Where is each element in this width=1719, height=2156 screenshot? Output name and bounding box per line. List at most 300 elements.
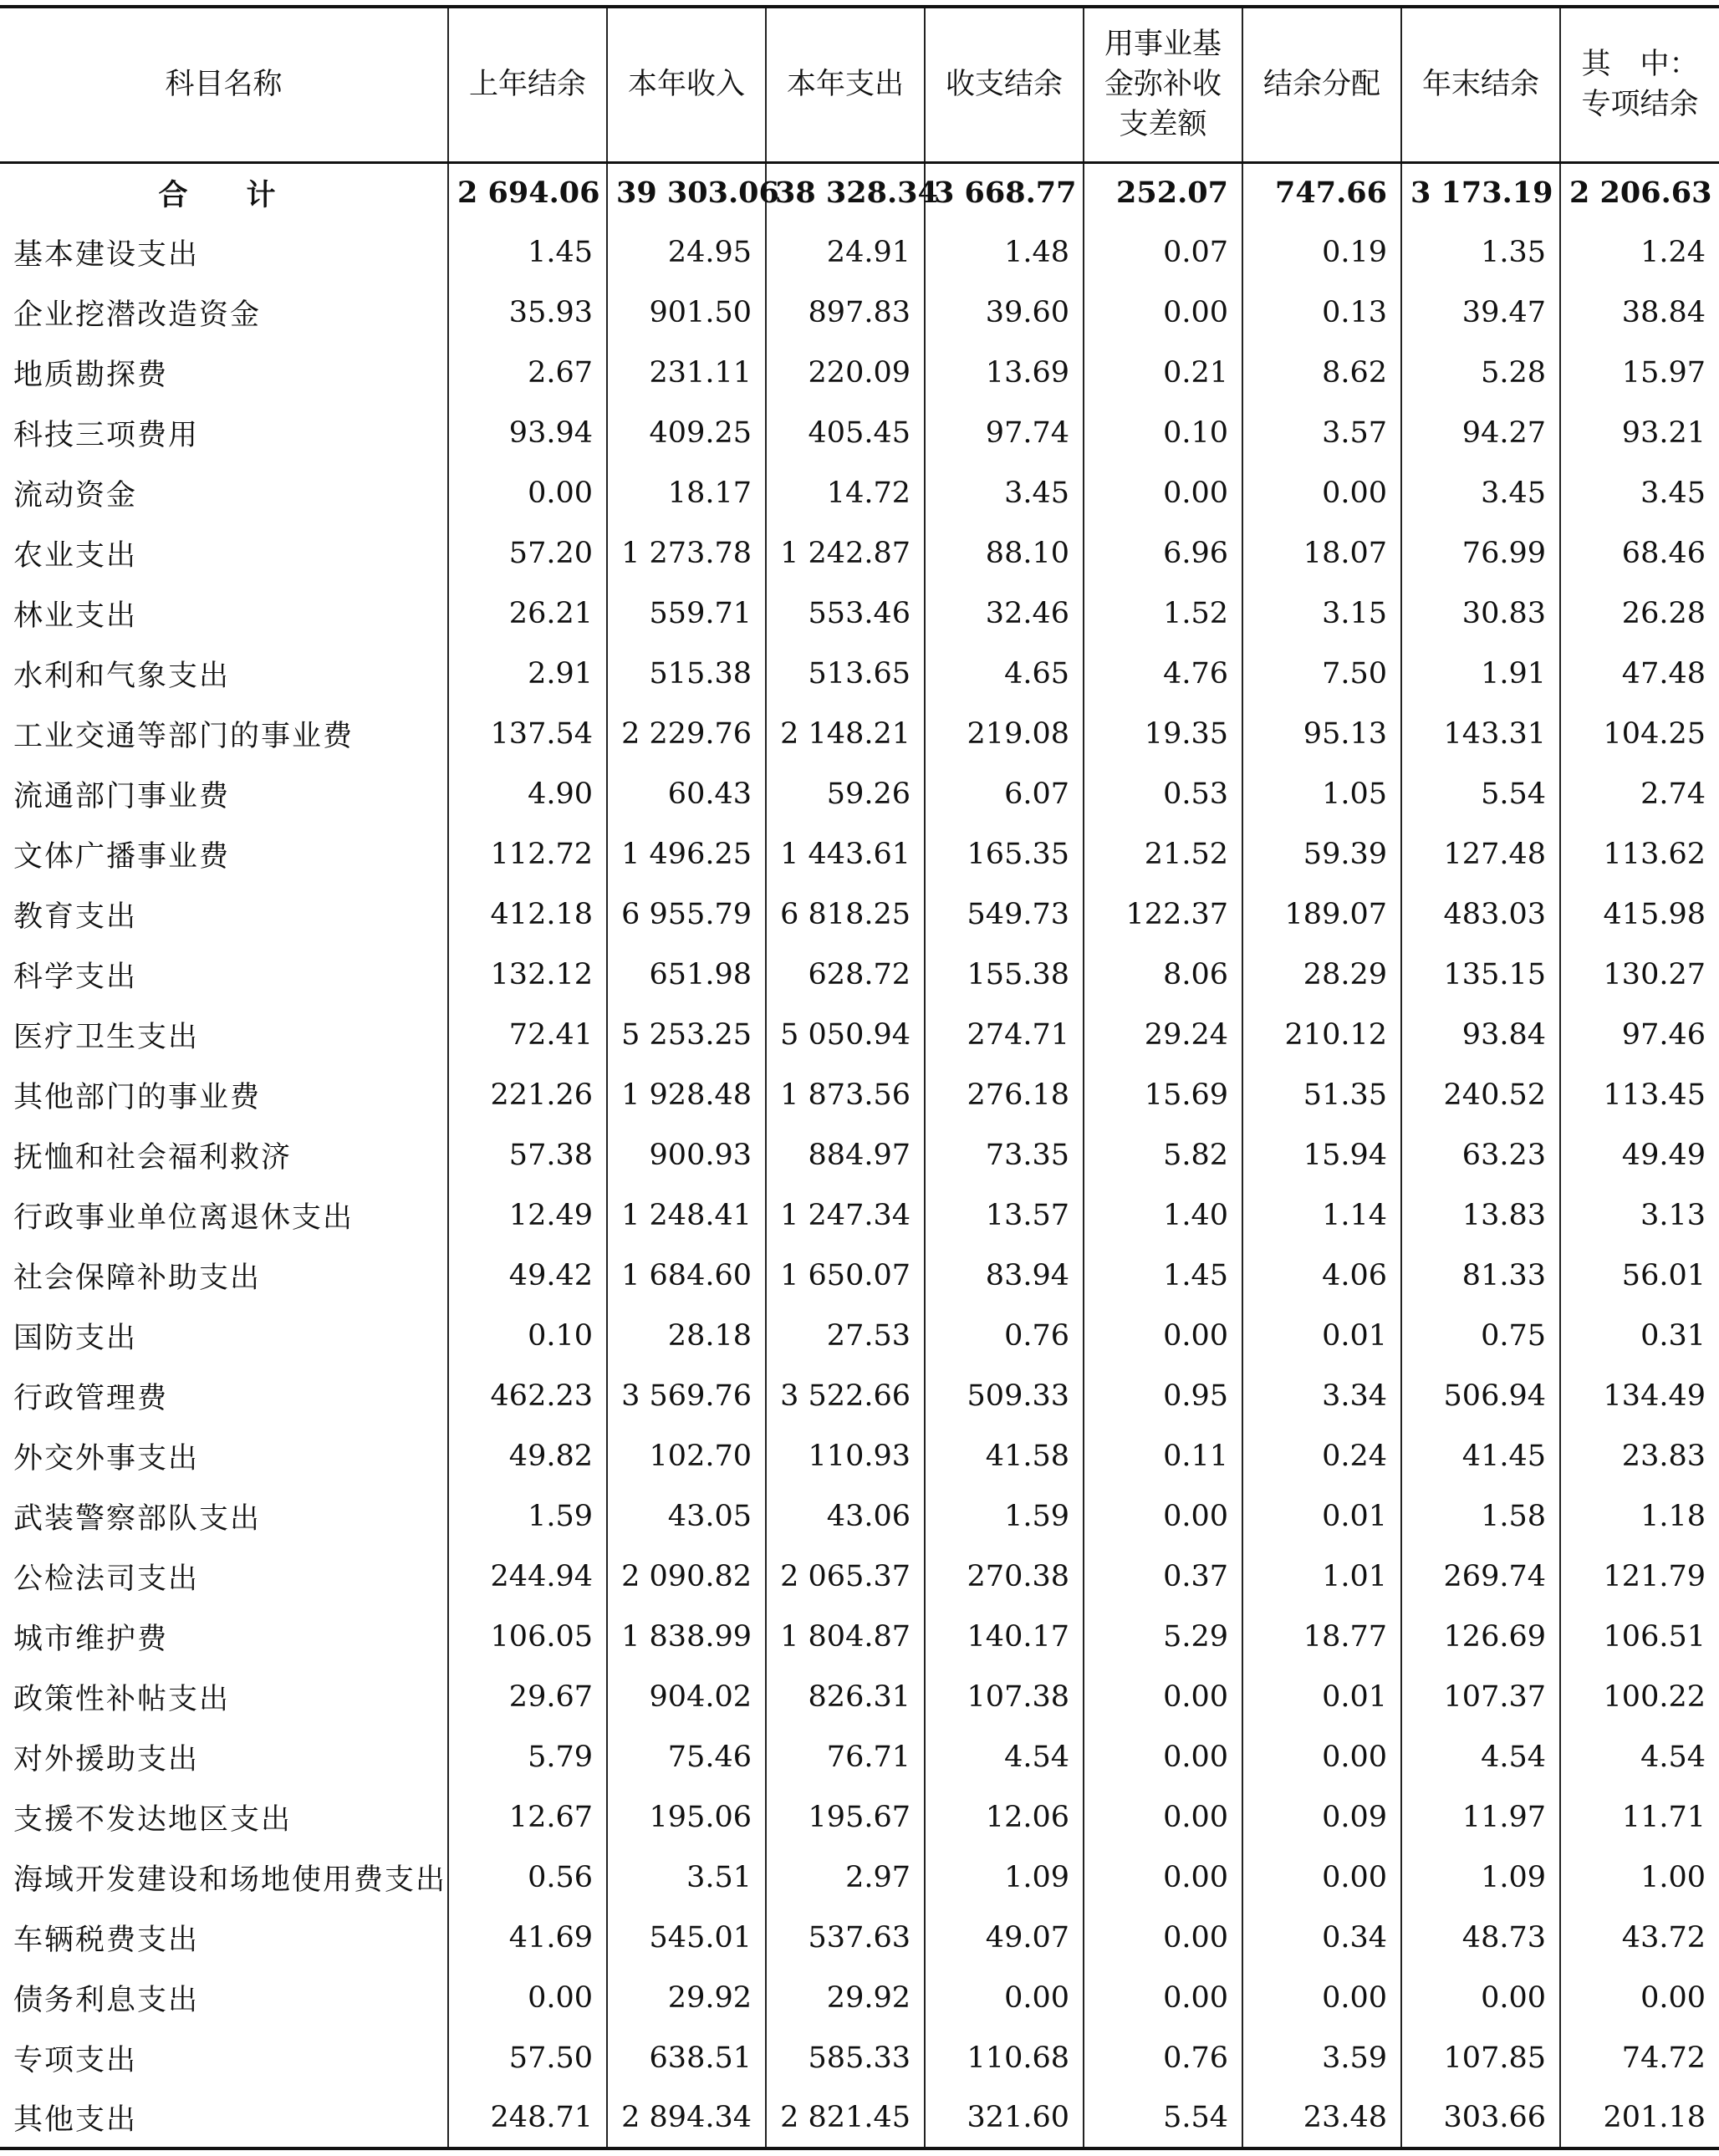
value-cell: 219.08 — [925, 704, 1084, 764]
value-cell: 132.12 — [448, 945, 607, 1005]
value-cell: 73.35 — [925, 1125, 1084, 1185]
table-row — [0, 644, 1719, 704]
value-cell: 27.53 — [766, 1306, 925, 1366]
value-cell: 244.94 — [448, 1547, 607, 1607]
total-value-cell: 3 668.77 — [925, 162, 1084, 222]
value-cell: 97.46 — [1560, 1005, 1719, 1065]
row-label: 流动资金 — [13, 479, 138, 512]
table-row — [0, 2088, 1719, 2148]
value-cell: 0.31 — [1560, 1306, 1719, 1366]
value-cell: 201.18 — [1560, 2088, 1719, 2148]
row-label: 海域开发建设和场地使用费支出 — [13, 1863, 447, 1897]
column-header — [925, 7, 1084, 162]
value-cell: 15.97 — [1560, 343, 1719, 403]
value-cell: 12.06 — [925, 1787, 1084, 1848]
value-cell: 2 821.45 — [766, 2088, 925, 2148]
value-cell: 0.95 — [1084, 1366, 1242, 1426]
value-cell: 43.72 — [1560, 1908, 1719, 1968]
table-row — [0, 1366, 1719, 1426]
value-cell: 1 650.07 — [766, 1246, 925, 1306]
value-cell: 1 247.34 — [766, 1185, 925, 1246]
value-cell: 1.59 — [925, 1486, 1084, 1547]
value-cell: 57.20 — [448, 523, 607, 584]
value-cell: 18.17 — [607, 463, 766, 523]
value-cell: 122.37 — [1084, 884, 1242, 945]
row-label: 城市维护费 — [13, 1623, 169, 1656]
value-cell: 102.70 — [607, 1426, 766, 1486]
value-cell: 0.00 — [1084, 1486, 1242, 1547]
value-cell: 2.67 — [448, 343, 607, 403]
value-cell: 29.92 — [607, 1968, 766, 2028]
value-cell: 75.46 — [607, 1727, 766, 1787]
value-cell: 5 050.94 — [766, 1005, 925, 1065]
total-value-cell: 39 303.06 — [607, 162, 766, 222]
total-value-cell: 2 206.63 — [1560, 162, 1719, 222]
value-cell: 651.98 — [607, 945, 766, 1005]
value-cell: 28.29 — [1242, 945, 1401, 1005]
table-row — [0, 1968, 1719, 2028]
value-cell: 5.28 — [1401, 343, 1560, 403]
value-cell: 26.28 — [1560, 584, 1719, 644]
column-header — [607, 7, 766, 162]
value-cell: 628.72 — [766, 945, 925, 1005]
value-cell: 49.49 — [1560, 1125, 1719, 1185]
row-label: 科学支出 — [13, 961, 138, 994]
value-cell: 1 273.78 — [607, 523, 766, 584]
value-cell: 5.79 — [448, 1727, 607, 1787]
value-cell: 41.45 — [1401, 1426, 1560, 1486]
column-header-line: 金弥补收 — [1104, 68, 1222, 102]
value-cell: 39.60 — [925, 283, 1084, 343]
value-cell: 56.01 — [1560, 1246, 1719, 1306]
value-cell: 585.33 — [766, 2028, 925, 2088]
value-cell: 106.51 — [1560, 1607, 1719, 1667]
value-cell: 5.54 — [1401, 764, 1560, 824]
total-value-cell: 3 173.19 — [1401, 162, 1560, 222]
value-cell: 506.94 — [1401, 1366, 1560, 1426]
column-header — [1401, 7, 1560, 162]
value-cell: 0.01 — [1242, 1667, 1401, 1727]
table-row — [0, 1185, 1719, 1246]
value-cell: 43.05 — [607, 1486, 766, 1547]
value-cell: 0.00 — [448, 463, 607, 523]
row-label: 外交外事支出 — [13, 1442, 200, 1476]
value-cell: 6 955.79 — [607, 884, 766, 945]
value-cell: 412.18 — [448, 884, 607, 945]
row-label: 工业交通等部门的事业费 — [13, 720, 355, 753]
value-cell: 104.25 — [1560, 704, 1719, 764]
value-cell: 3.59 — [1242, 2028, 1401, 2088]
value-cell: 0.00 — [1084, 1908, 1242, 1968]
value-cell: 0.11 — [1084, 1426, 1242, 1486]
value-cell: 4.54 — [925, 1727, 1084, 1787]
table-row — [0, 1848, 1719, 1908]
value-cell: 240.52 — [1401, 1065, 1560, 1125]
value-cell: 1.18 — [1560, 1486, 1719, 1547]
table-row — [0, 884, 1719, 945]
value-cell: 221.26 — [448, 1065, 607, 1125]
value-cell: 15.94 — [1242, 1125, 1401, 1185]
value-cell: 409.25 — [607, 403, 766, 463]
value-cell: 13.57 — [925, 1185, 1084, 1246]
value-cell: 0.00 — [1242, 463, 1401, 523]
value-cell: 559.71 — [607, 584, 766, 644]
table-row — [0, 1246, 1719, 1306]
total-label: 合计 — [0, 162, 448, 222]
table-body — [0, 162, 1719, 2148]
value-cell: 93.21 — [1560, 403, 1719, 463]
value-cell: 63.23 — [1401, 1125, 1560, 1185]
value-cell: 3.45 — [925, 463, 1084, 523]
value-cell: 110.68 — [925, 2028, 1084, 2088]
value-cell: 897.83 — [766, 283, 925, 343]
value-cell: 6.07 — [925, 764, 1084, 824]
value-cell: 110.93 — [766, 1426, 925, 1486]
column-header-line: 支差额 — [1119, 108, 1207, 142]
row-label: 政策性补帖支出 — [13, 1683, 231, 1716]
value-cell: 5.54 — [1084, 2088, 1242, 2148]
value-cell: 220.09 — [766, 343, 925, 403]
value-cell: 134.49 — [1560, 1366, 1719, 1426]
column-header-line: 本年支出 — [786, 68, 904, 102]
value-cell: 1.00 — [1560, 1848, 1719, 1908]
value-cell: 5.82 — [1084, 1125, 1242, 1185]
row-label: 武装警察部队支出 — [13, 1502, 262, 1536]
column-header — [1560, 7, 1719, 162]
value-cell: 3.13 — [1560, 1185, 1719, 1246]
value-cell: 195.67 — [766, 1787, 925, 1848]
column-header — [766, 7, 925, 162]
value-cell: 0.10 — [448, 1306, 607, 1366]
value-cell: 29.24 — [1084, 1005, 1242, 1065]
row-label: 对外援助支出 — [13, 1743, 200, 1776]
table-row — [0, 1306, 1719, 1366]
table-row — [0, 403, 1719, 463]
value-cell: 0.76 — [1084, 2028, 1242, 2088]
value-cell: 0.75 — [1401, 1306, 1560, 1366]
value-cell: 1.45 — [1084, 1246, 1242, 1306]
value-cell: 3 522.66 — [766, 1366, 925, 1426]
value-cell: 1 242.87 — [766, 523, 925, 584]
value-cell: 59.26 — [766, 764, 925, 824]
value-cell: 3.51 — [607, 1848, 766, 1908]
value-cell: 0.13 — [1242, 283, 1401, 343]
value-cell: 49.42 — [448, 1246, 607, 1306]
value-cell: 28.18 — [607, 1306, 766, 1366]
row-label: 社会保障补助支出 — [13, 1261, 262, 1295]
value-cell: 121.79 — [1560, 1547, 1719, 1607]
row-label: 农业支出 — [13, 539, 138, 573]
value-cell: 549.73 — [925, 884, 1084, 945]
value-cell: 8.62 — [1242, 343, 1401, 403]
value-cell: 248.71 — [448, 2088, 607, 2148]
value-cell: 127.48 — [1401, 824, 1560, 884]
value-cell: 8.06 — [1084, 945, 1242, 1005]
value-cell: 83.94 — [925, 1246, 1084, 1306]
value-cell: 4.90 — [448, 764, 607, 824]
value-cell: 405.45 — [766, 403, 925, 463]
value-cell: 113.62 — [1560, 824, 1719, 884]
row-label: 其他部门的事业费 — [13, 1081, 262, 1114]
value-cell: 81.33 — [1401, 1246, 1560, 1306]
value-cell: 0.07 — [1084, 222, 1242, 283]
value-cell: 1.58 — [1401, 1486, 1560, 1547]
value-cell: 2.74 — [1560, 764, 1719, 824]
value-cell: 1.45 — [448, 222, 607, 283]
value-cell: 95.13 — [1242, 704, 1401, 764]
table-row — [0, 1065, 1719, 1125]
value-cell: 88.10 — [925, 523, 1084, 584]
value-cell: 112.72 — [448, 824, 607, 884]
value-cell: 0.37 — [1084, 1547, 1242, 1607]
table-row — [0, 1908, 1719, 1968]
column-header-line: 专项结余 — [1581, 88, 1699, 122]
value-cell: 462.23 — [448, 1366, 607, 1426]
value-cell: 106.05 — [448, 1607, 607, 1667]
value-cell: 3.15 — [1242, 584, 1401, 644]
value-cell: 30.83 — [1401, 584, 1560, 644]
table-header — [0, 7, 1719, 162]
value-cell: 0.00 — [1242, 1727, 1401, 1787]
total-row — [0, 162, 1719, 222]
value-cell: 19.35 — [1084, 704, 1242, 764]
value-cell: 0.00 — [1401, 1968, 1560, 2028]
value-cell: 2 148.21 — [766, 704, 925, 764]
value-cell: 21.52 — [1084, 824, 1242, 884]
budget-balance-table — [0, 5, 1719, 2150]
value-cell: 2.97 — [766, 1848, 925, 1908]
table-row — [0, 222, 1719, 283]
value-cell: 12.67 — [448, 1787, 607, 1848]
table-row — [0, 1426, 1719, 1486]
row-label: 流通部门事业费 — [13, 780, 231, 813]
value-cell: 13.69 — [925, 343, 1084, 403]
value-cell: 3.45 — [1560, 463, 1719, 523]
value-cell: 545.01 — [607, 1908, 766, 1968]
value-cell: 94.27 — [1401, 403, 1560, 463]
value-cell: 76.99 — [1401, 523, 1560, 584]
row-label: 林业支出 — [13, 599, 138, 633]
value-cell: 826.31 — [766, 1667, 925, 1727]
value-cell: 553.46 — [766, 584, 925, 644]
total-value-cell: 38 328.34 — [766, 162, 925, 222]
row-label: 支援不发达地区支出 — [13, 1803, 293, 1837]
value-cell: 1.09 — [925, 1848, 1084, 1908]
value-cell: 11.71 — [1560, 1787, 1719, 1848]
value-cell: 165.35 — [925, 824, 1084, 884]
value-cell: 321.60 — [925, 2088, 1084, 2148]
value-cell: 1.91 — [1401, 644, 1560, 704]
row-label: 公检法司支出 — [13, 1562, 200, 1596]
value-cell: 1.59 — [448, 1486, 607, 1547]
total-value-cell: 2 694.06 — [448, 162, 607, 222]
value-cell: 74.72 — [1560, 2028, 1719, 2088]
value-cell: 303.66 — [1401, 2088, 1560, 2148]
value-cell: 415.98 — [1560, 884, 1719, 945]
value-cell: 2.91 — [448, 644, 607, 704]
value-cell: 0.34 — [1242, 1908, 1401, 1968]
value-cell: 32.46 — [925, 584, 1084, 644]
value-cell: 0.19 — [1242, 222, 1401, 283]
value-cell: 97.74 — [925, 403, 1084, 463]
table-row — [0, 1727, 1719, 1787]
value-cell: 0.53 — [1084, 764, 1242, 824]
table-row — [0, 1125, 1719, 1185]
value-cell: 276.18 — [925, 1065, 1084, 1125]
value-cell: 483.03 — [1401, 884, 1560, 945]
column-header-line: 收支结余 — [945, 68, 1063, 102]
table-row — [0, 824, 1719, 884]
header-row — [0, 7, 1719, 162]
value-cell: 0.00 — [1084, 1727, 1242, 1787]
value-cell: 43.06 — [766, 1486, 925, 1547]
value-cell: 59.39 — [1242, 824, 1401, 884]
table-row — [0, 1486, 1719, 1547]
value-cell: 1.35 — [1401, 222, 1560, 283]
value-cell: 2 065.37 — [766, 1547, 925, 1607]
value-cell: 515.38 — [607, 644, 766, 704]
value-cell: 1 443.61 — [766, 824, 925, 884]
table-row — [0, 523, 1719, 584]
table-row — [0, 283, 1719, 343]
table-row — [0, 1667, 1719, 1727]
value-cell: 18.07 — [1242, 523, 1401, 584]
column-header-line: 年末结余 — [1421, 68, 1539, 102]
value-cell: 0.01 — [1242, 1486, 1401, 1547]
value-cell: 509.33 — [925, 1366, 1084, 1426]
value-cell: 143.31 — [1401, 704, 1560, 764]
value-cell: 29.67 — [448, 1667, 607, 1727]
value-cell: 126.69 — [1401, 1607, 1560, 1667]
value-cell: 1.05 — [1242, 764, 1401, 824]
table-row — [0, 1005, 1719, 1065]
value-cell: 41.58 — [925, 1426, 1084, 1486]
table-row — [0, 584, 1719, 644]
value-cell: 1 873.56 — [766, 1065, 925, 1125]
row-label: 其他支出 — [0, 2088, 448, 2148]
value-cell: 49.82 — [448, 1426, 607, 1486]
total-value-cell: 747.66 — [1242, 162, 1401, 222]
value-cell: 4.65 — [925, 644, 1084, 704]
value-cell: 135.15 — [1401, 945, 1560, 1005]
row-label: 国防支出 — [13, 1322, 138, 1355]
value-cell: 6 818.25 — [766, 884, 925, 945]
value-cell: 189.07 — [1242, 884, 1401, 945]
value-cell: 23.48 — [1242, 2088, 1401, 2148]
value-cell: 155.38 — [925, 945, 1084, 1005]
row-label: 地质勘探费 — [13, 359, 169, 392]
value-cell: 6.96 — [1084, 523, 1242, 584]
column-header-line: 其 中： — [1581, 48, 1699, 82]
value-cell: 513.65 — [766, 644, 925, 704]
column-header-line: 用事业基 — [1104, 28, 1222, 62]
value-cell: 39.47 — [1401, 283, 1560, 343]
table-row — [0, 945, 1719, 1005]
value-cell: 0.00 — [1560, 1968, 1719, 2028]
value-cell: 51.35 — [1242, 1065, 1401, 1125]
value-cell: 24.91 — [766, 222, 925, 283]
value-cell: 0.00 — [1242, 1848, 1401, 1908]
value-cell: 0.00 — [1084, 1787, 1242, 1848]
value-cell: 7.50 — [1242, 644, 1401, 704]
column-header — [448, 7, 607, 162]
value-cell: 231.11 — [607, 343, 766, 403]
value-cell: 269.74 — [1401, 1547, 1560, 1607]
value-cell: 107.37 — [1401, 1667, 1560, 1727]
value-cell: 4.54 — [1560, 1727, 1719, 1787]
value-cell: 100.22 — [1560, 1667, 1719, 1727]
value-cell: 38.84 — [1560, 283, 1719, 343]
value-cell: 18.77 — [1242, 1607, 1401, 1667]
value-cell: 57.38 — [448, 1125, 607, 1185]
value-cell: 1 248.41 — [607, 1185, 766, 1246]
value-cell: 47.48 — [1560, 644, 1719, 704]
value-cell: 4.06 — [1242, 1246, 1401, 1306]
value-cell: 884.97 — [766, 1125, 925, 1185]
value-cell: 3 569.76 — [607, 1366, 766, 1426]
table-row — [0, 2028, 1719, 2088]
value-cell: 210.12 — [1242, 1005, 1401, 1065]
value-cell: 638.51 — [607, 2028, 766, 2088]
column-header — [0, 7, 448, 162]
value-cell: 72.41 — [448, 1005, 607, 1065]
value-cell: 1.01 — [1242, 1547, 1401, 1607]
value-cell: 48.73 — [1401, 1908, 1560, 1968]
value-cell: 0.00 — [1242, 1968, 1401, 2028]
value-cell: 4.54 — [1401, 1727, 1560, 1787]
value-cell: 137.54 — [448, 704, 607, 764]
value-cell: 1.40 — [1084, 1185, 1242, 1246]
row-label: 科技三项费用 — [13, 419, 200, 452]
value-cell: 24.95 — [607, 222, 766, 283]
value-cell: 5.29 — [1084, 1607, 1242, 1667]
table-row — [0, 704, 1719, 764]
value-cell: 2 894.34 — [607, 2088, 766, 2148]
value-cell: 0.10 — [1084, 403, 1242, 463]
value-cell: 5 253.25 — [607, 1005, 766, 1065]
row-label: 医疗卫生支出 — [13, 1021, 200, 1054]
value-cell: 2 229.76 — [607, 704, 766, 764]
value-cell: 1.09 — [1401, 1848, 1560, 1908]
value-cell: 1.14 — [1242, 1185, 1401, 1246]
value-cell: 23.83 — [1560, 1426, 1719, 1486]
row-label: 基本建设支出 — [13, 238, 200, 272]
value-cell: 1 928.48 — [607, 1065, 766, 1125]
column-header-line: 科目名称 — [165, 68, 283, 102]
value-cell: 0.00 — [448, 1968, 607, 2028]
value-cell: 13.83 — [1401, 1185, 1560, 1246]
total-value-cell: 252.07 — [1084, 162, 1242, 222]
row-label: 行政事业单位离退休支出 — [13, 1201, 355, 1235]
value-cell: 0.00 — [1084, 1848, 1242, 1908]
value-cell: 26.21 — [448, 584, 607, 644]
column-header-line: 上年结余 — [468, 68, 586, 102]
value-cell: 41.69 — [448, 1908, 607, 1968]
row-label: 抚恤和社会福利救济 — [13, 1141, 293, 1175]
value-cell: 901.50 — [607, 283, 766, 343]
value-cell: 274.71 — [925, 1005, 1084, 1065]
value-cell: 15.69 — [1084, 1065, 1242, 1125]
value-cell: 0.00 — [925, 1968, 1084, 2028]
value-cell: 195.06 — [607, 1787, 766, 1848]
column-header-line: 本年收入 — [627, 68, 745, 102]
value-cell: 1 838.99 — [607, 1607, 766, 1667]
value-cell: 93.84 — [1401, 1005, 1560, 1065]
value-cell: 113.45 — [1560, 1065, 1719, 1125]
table-row — [0, 1607, 1719, 1667]
row-label: 车辆税费支出 — [13, 1924, 200, 1957]
value-cell: 35.93 — [448, 283, 607, 343]
